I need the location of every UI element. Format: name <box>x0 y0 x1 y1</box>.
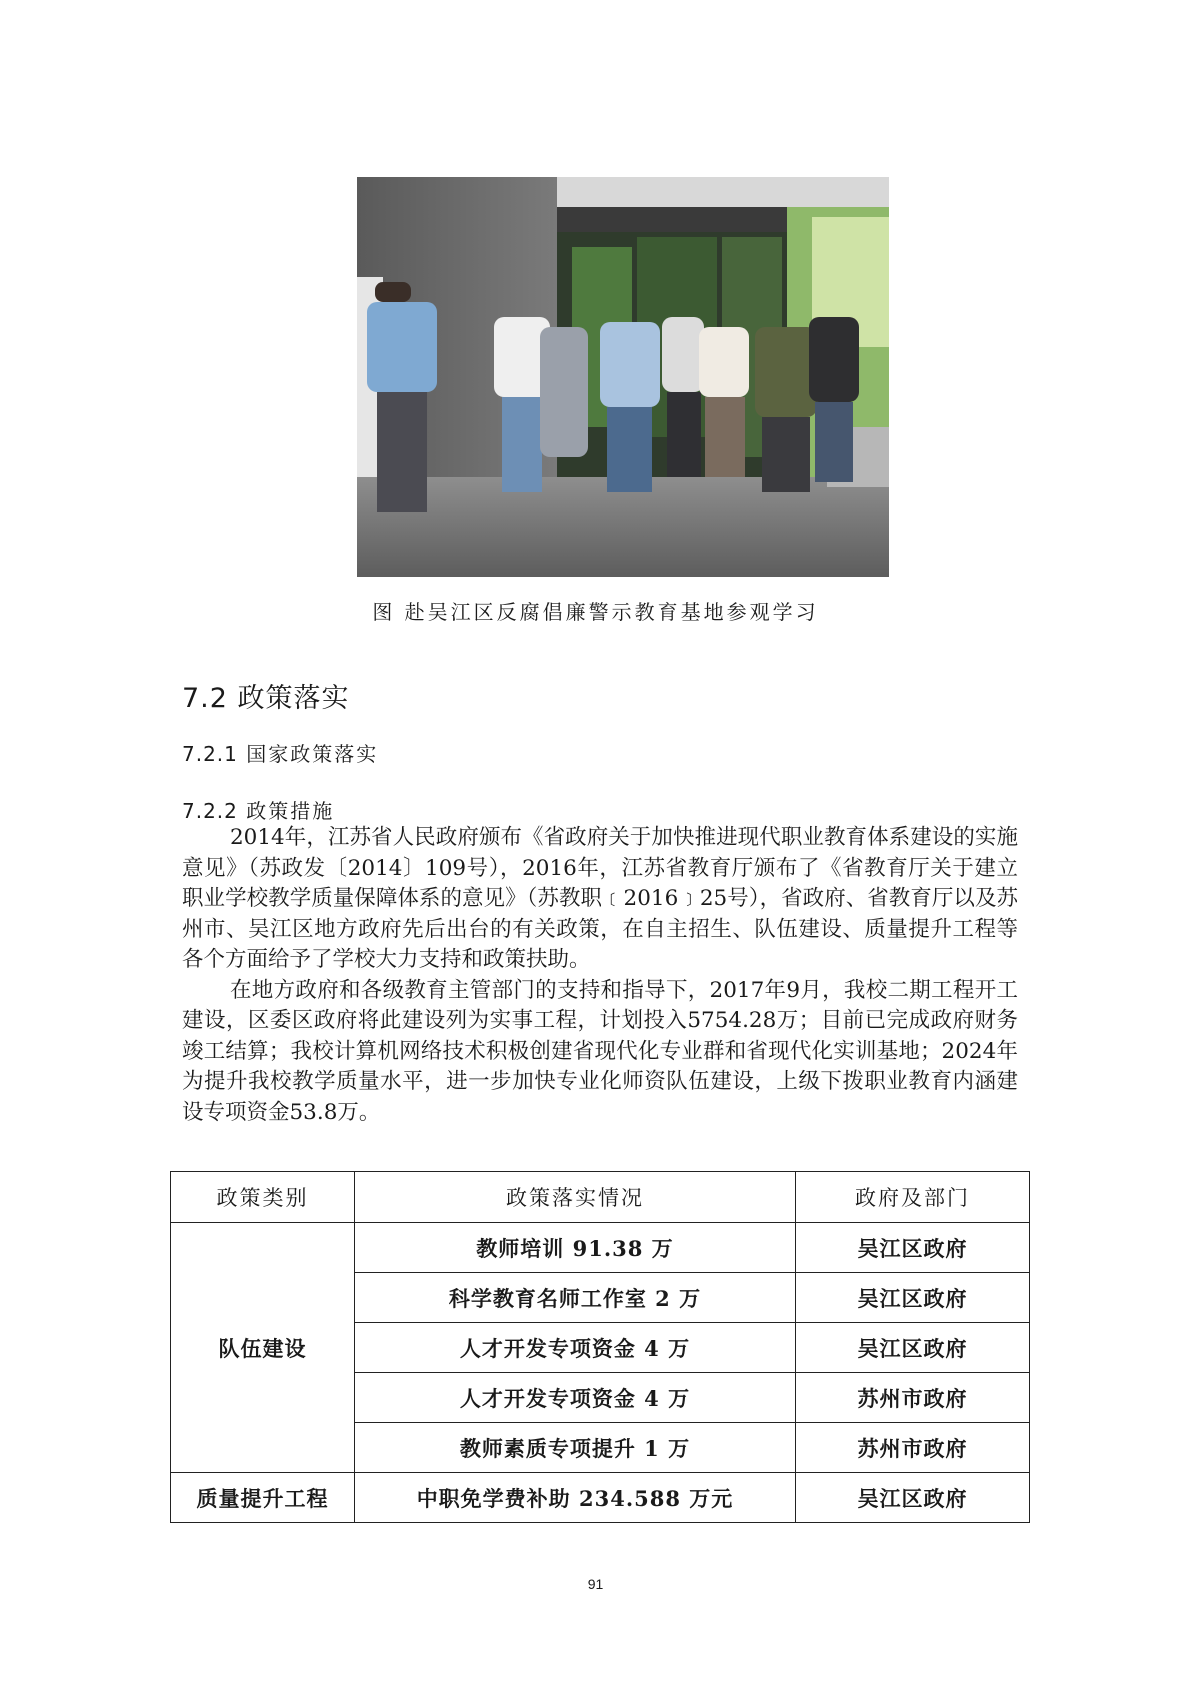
group-photo-image <box>357 177 889 577</box>
item-cell: 人才开发专项资金 4 万 <box>355 1373 796 1423</box>
subsection-number: 7.2.1 <box>182 742 238 766</box>
subsection-heading-2 <box>182 795 334 824</box>
subsection-title: 政策措施 <box>246 799 335 823</box>
page-number: 91 <box>587 1576 604 1592</box>
dept-cell: 吴江区政府 <box>796 1223 1030 1273</box>
group-photo <box>357 177 889 577</box>
policy-table <box>170 1171 1030 1523</box>
subsection-heading-1 <box>182 738 378 767</box>
item-cell: 教师培训 91.38 万 <box>355 1223 796 1273</box>
table-row <box>171 1473 1030 1523</box>
table-header-row <box>171 1172 1030 1223</box>
category-cell: 队伍建设 <box>171 1223 355 1473</box>
section-title: 政策落实 <box>237 683 350 714</box>
category-cell: 质量提升工程 <box>171 1473 355 1523</box>
dept-cell: 吴江区政府 <box>796 1323 1030 1373</box>
subsection-title: 国家政策落实 <box>246 742 379 766</box>
paragraph: 在地方政府和各级教育主管部门的支持和指导下，2017年9月，我校二期工程开工建设，区委区政府将此建设列为实事工程，计划投入5754.28万；目前已完成政府财务竣工结算；我校计算机网络技术积极创建省现代化专业群和省现代化实训基地；2024年为提升我校教学质量水平，进一步加快专业化师资队伍建设，上级下拨职业教育内涵建设专项资金53.8万。 <box>182 977 1018 1125</box>
paragraph: 2014年，江苏省人民政府颁布《省政府关于加快推进现代职业教育体系建设的实施意见》（苏政发〔2014〕109号），2016年，江苏省教育厅颁布了《省教育厅关于建立职业学校教学质量保障体系的意见》（苏教职﹝2016﹞25号），省政府、省教育厅以及苏州市、吴江区地方政府先后出台的有关政策，在自主招生、队伍建设、质量提升工程等各个方面给予了学校大力支持和政策扶助。 <box>182 825 1018 972</box>
section-number: 7.2 <box>182 683 228 714</box>
section-heading <box>182 676 350 715</box>
subsection-number: 7.2.2 <box>182 799 238 823</box>
dept-cell: 苏州市政府 <box>796 1373 1030 1423</box>
dept-cell: 吴江区政府 <box>796 1273 1030 1323</box>
table-header: 政策类别 <box>171 1172 355 1223</box>
item-cell: 教师素质专项提升 1 万 <box>355 1423 796 1473</box>
item-cell: 科学教育名师工作室 2 万 <box>355 1273 796 1323</box>
item-cell: 中职免学费补助 234.588 万元 <box>355 1473 796 1523</box>
dept-cell: 苏州市政府 <box>796 1423 1030 1473</box>
item-cell: 人才开发专项资金 4 万 <box>355 1323 796 1373</box>
table-header: 政策落实情况 <box>355 1172 796 1223</box>
body-text <box>182 823 1018 1128</box>
dept-cell: 吴江区政府 <box>796 1473 1030 1523</box>
table-row <box>171 1223 1030 1273</box>
table-header: 政府及部门 <box>796 1172 1030 1223</box>
figure-caption: 图 赴吴江区反腐倡廉警示教育基地参观学习 <box>372 600 819 624</box>
